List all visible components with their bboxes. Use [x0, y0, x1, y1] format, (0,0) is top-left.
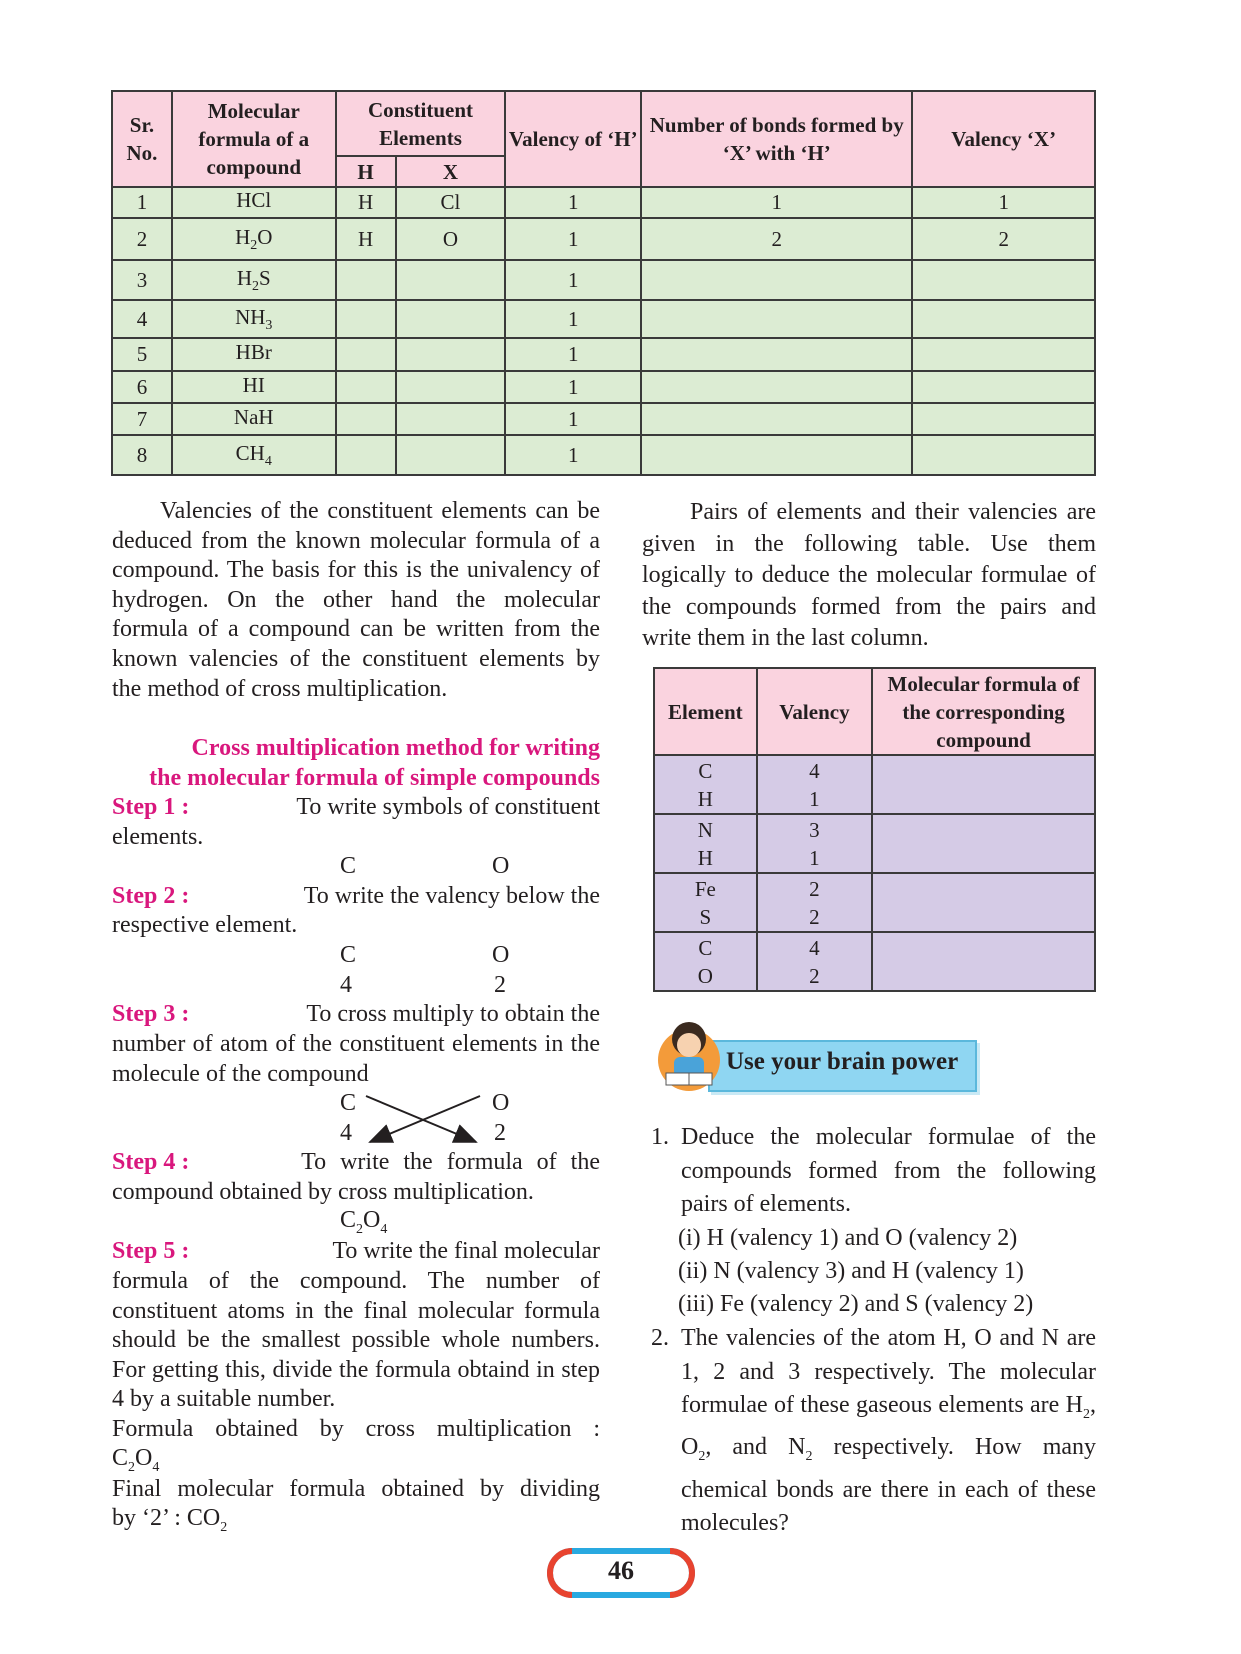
cell-h: [336, 260, 396, 300]
cell-formula: [172, 300, 336, 338]
pairs-valency: [757, 814, 872, 873]
step-1: [112, 793, 600, 823]
formula-c2o4-final: [112, 1445, 159, 1476]
pairs-formula-answer[interactable]: [872, 932, 1095, 991]
q2-text: The valencies of the atom H, O and N are 1, 2 and 3 respectively. The molecular formulae of these gaseous elements are $H_2$, $O_2$, and $N_2$ respectively. How many chemical bonds are there in each of these molecules?: [681, 1325, 1097, 1537]
formula-tail: O: [257, 224, 273, 249]
cell-x: [396, 300, 506, 338]
pairs-element-line: S: [699, 904, 712, 929]
final-line: Final molecular formula obtained by dividing: [112, 1476, 600, 1502]
formula-main: NaH: [233, 404, 274, 429]
step-2-text: To write the valency below the: [303, 883, 600, 909]
cell-h: H: [336, 218, 396, 260]
step-5-label: Step 5 :: [112, 1238, 190, 1264]
step-5: [112, 1237, 600, 1267]
pairs-element-line: H: [697, 845, 713, 870]
pairs-element-line: N: [697, 817, 713, 842]
cell-valency-h: 1: [505, 300, 641, 338]
cell-h: H: [336, 187, 396, 218]
table-row: [112, 260, 1095, 300]
cell-h: [336, 300, 396, 338]
symbol-o: O: [492, 853, 510, 879]
c2o4-c: C: [340, 1207, 357, 1233]
cell-h: [336, 338, 396, 371]
step2-valency-o: 2: [494, 972, 506, 998]
cell-valency-h: 1: [505, 338, 641, 371]
step-1-text: To write symbols of constituent: [296, 794, 600, 820]
pairs-valency-line: 3: [809, 817, 820, 842]
step-5-text: To write the final molecular: [332, 1238, 600, 1264]
cell-bonds: 1: [641, 187, 912, 218]
step2-symbol-c: C: [340, 942, 357, 968]
pairs-element-line: C: [698, 935, 713, 960]
table-row: [112, 218, 1095, 260]
c2o4-final-c: C: [112, 1445, 129, 1471]
co2-sub: 2: [220, 1519, 228, 1535]
formula-subscript: 2: [252, 278, 259, 294]
cell-formula: [172, 260, 336, 300]
pairs-element-line: C: [698, 758, 713, 783]
formula-main: NH: [235, 304, 266, 329]
header-formula: Molecular formula of a compound: [172, 91, 336, 187]
cell-formula: [172, 187, 336, 218]
pairs-valency-line: 2: [809, 963, 820, 988]
cell-x: O: [396, 218, 506, 260]
pairs-table: [653, 667, 1096, 992]
step-3-label: Step 3 :: [112, 1001, 190, 1027]
q1-part-i: (i) H (valency 1) and O (valency 2): [678, 1225, 1018, 1251]
cell-bonds: [641, 371, 912, 403]
pairs-element: [654, 873, 757, 932]
cell-formula: [172, 371, 336, 403]
cell-valency-x: [912, 435, 1095, 475]
cell-sr: 3: [112, 260, 172, 300]
girl-thinking-icon: [650, 1015, 728, 1093]
c2o4-final-sub2: 2: [128, 1459, 136, 1475]
by-2-line: [112, 1504, 227, 1542]
pairs-element-line: H: [697, 786, 713, 811]
pairs-row: [654, 814, 1095, 873]
pairs-row: [654, 873, 1095, 932]
pairs-element-line: O: [697, 963, 713, 988]
step-2: [112, 882, 600, 912]
cell-x: [396, 435, 506, 475]
pairs-valency: [757, 755, 872, 814]
cell-valency-x: [912, 371, 1095, 403]
cell-valency-h: 1: [505, 371, 641, 403]
cell-h: [336, 371, 396, 403]
symbol-c: C: [340, 853, 357, 879]
step3-symbol-c: C: [340, 1090, 357, 1116]
c2o4-final-sub4: 4: [152, 1459, 160, 1475]
cell-x: [396, 338, 506, 371]
cell-sr: 8: [112, 435, 172, 475]
cell-sr: 2: [112, 218, 172, 260]
step-4-text-cont: compound obtained by cross multiplication.: [112, 1179, 534, 1205]
pairs-formula-answer[interactable]: [872, 814, 1095, 873]
formula-main: HCl: [236, 188, 272, 212]
by-2-text: by ‘2’ : CO: [112, 1505, 221, 1531]
pairs-header-formula: Molecular formula of the corresponding compound: [872, 668, 1095, 755]
pairs-element: [654, 932, 757, 991]
valency-table: [111, 90, 1096, 476]
step-5-text-cont: formula of the compound. The number of constituent atoms in the final molecular formula should be the smallest possible whole numbers. For getting this, divide the formula obtaind in step 4 by a suitable number.: [112, 1268, 600, 1413]
formula-main: H: [235, 224, 251, 249]
pairs-valency: [757, 932, 872, 991]
c2o4-sub4: 4: [380, 1221, 388, 1237]
step3-valency-c: 4: [340, 1120, 352, 1146]
formula-line: Formula obtained by cross multiplication :: [112, 1416, 600, 1442]
pairs-header-element: Element: [654, 668, 757, 755]
step-1-label: Step 1 :: [112, 794, 190, 820]
pairs-row: [654, 755, 1095, 814]
q2-text-end: How many chemical bonds are there in each of these molecules?: [681, 1434, 1097, 1537]
intro-paragraph: Valencies of the constituent elements can be deduced from the known molecular formula of a compound. The basis for this is the univalency of hydrogen. On the other hand the molecular formula of a compound can be written from the known valencies of the constituent elements by the method of cross multiplication.: [112, 498, 600, 702]
cell-sr: 4: [112, 300, 172, 338]
cell-sr: 5: [112, 338, 172, 371]
cell-formula: [172, 435, 336, 475]
q2-text-main: The valencies of the atom H, O and N are 1, 2 and 3 respectively. The molecular formulae of these gaseous elements are H: [681, 1325, 1096, 1418]
pairs-header-valency: Valency: [757, 668, 872, 755]
step3-valency-o: 2: [494, 1120, 506, 1146]
cell-h: [336, 403, 396, 435]
cell-bonds: [641, 260, 912, 300]
pairs-valency: [757, 873, 872, 932]
pairs-valency-line: 2: [809, 904, 820, 929]
cross-arrows-icon: [358, 1090, 488, 1148]
step-3-text: To cross multiply to obtain the: [306, 1001, 600, 1027]
header-valency-h: Valency of ‘H’: [505, 91, 641, 187]
cell-x: Cl: [396, 187, 506, 218]
brain-power-title: Use your brain power: [726, 1048, 959, 1075]
formula-main: HBr: [235, 340, 272, 365]
step-2-text-cont: respective element.: [112, 912, 298, 938]
pairs-valency-line: 4: [809, 935, 820, 960]
table-row: [112, 300, 1095, 338]
pairs-formula-answer[interactable]: [872, 755, 1095, 814]
cell-sr: 6: [112, 371, 172, 403]
pairs-valency-line: 4: [809, 758, 820, 783]
table-row: [112, 403, 1095, 435]
cell-x: [396, 260, 506, 300]
table-row: [112, 435, 1095, 475]
cell-valency-x: [912, 338, 1095, 371]
step-4-label: Step 4 :: [112, 1149, 190, 1175]
cell-bonds: 2: [641, 218, 912, 260]
step2-symbol-o: O: [492, 942, 510, 968]
q2-number: 2.: [651, 1325, 669, 1351]
step-4-text: To write the formula of the: [301, 1149, 600, 1175]
pairs-element: [654, 755, 757, 814]
formula-main: HI: [242, 372, 265, 397]
pairs-element: [654, 814, 757, 873]
q1-text: Deduce the molecular formulae of the compounds formed from the following pairs of elements.: [681, 1124, 1096, 1217]
pairs-valency-line: 1: [809, 845, 820, 870]
header-sr-no: Sr. No.: [112, 91, 172, 187]
step2-valency-c: 4: [340, 972, 352, 998]
cell-sr: 7: [112, 403, 172, 435]
cell-x: [396, 403, 506, 435]
q1-part-ii: (ii) N (valency 3) and H (valency 1): [678, 1258, 1024, 1284]
cell-sr: 1: [112, 187, 172, 218]
cell-valency-h: 1: [505, 435, 641, 475]
header-constituent: Constituent Elements: [336, 91, 506, 156]
cell-valency-h: 1: [505, 403, 641, 435]
method-heading-2: the molecular formula of simple compounds: [149, 765, 600, 791]
step-1-text-cont: elements.: [112, 824, 204, 850]
header-x: X: [396, 156, 506, 187]
cell-x: [396, 371, 506, 403]
step-4: [112, 1148, 600, 1178]
step-3-text-cont: number of atom of the constituent elements in the molecule of the compound: [112, 1031, 600, 1087]
formula-subscript: 3: [265, 317, 273, 333]
cell-valency-x: [912, 300, 1095, 338]
page-number: 46: [608, 1556, 634, 1585]
cell-formula: [172, 338, 336, 371]
formula-tail: S: [259, 265, 271, 290]
pairs-formula-answer[interactable]: [872, 873, 1095, 932]
cell-valency-h: 1: [505, 218, 641, 260]
step3-symbol-o: O: [492, 1090, 510, 1116]
table-row: [112, 371, 1095, 403]
c2o4-sub2: 2: [356, 1221, 364, 1237]
pairs-valency-line: 1: [809, 786, 820, 811]
cell-formula: [172, 403, 336, 435]
c2o4-o: O: [363, 1207, 381, 1233]
table-row: [112, 187, 1095, 218]
cell-valency-x: 2: [912, 218, 1095, 260]
cell-bonds: [641, 300, 912, 338]
formula-subscript: 4: [264, 453, 272, 469]
cell-bonds: [641, 435, 912, 475]
header-valency-x: Valency ‘X’: [912, 91, 1095, 187]
header-bonds: Number of bonds formed by ‘X’ with ‘H’: [641, 91, 912, 187]
step-3: [112, 1000, 600, 1030]
pairs-row: [654, 932, 1095, 991]
cell-valency-h: 1: [505, 187, 641, 218]
cell-formula: [172, 218, 336, 260]
formula-subscript: 2: [250, 237, 258, 253]
cell-valency-x: [912, 260, 1095, 300]
cell-valency-x: [912, 403, 1095, 435]
cell-valency-h: 1: [505, 260, 641, 300]
formula-main: CH: [235, 440, 265, 465]
q1-part-iii: (iii) Fe (valency 2) and S (valency 2): [678, 1291, 1034, 1317]
formula-main: H: [236, 265, 252, 290]
cell-valency-x: 1: [912, 187, 1095, 218]
cell-bonds: [641, 403, 912, 435]
step-2-label: Step 2 :: [112, 883, 190, 909]
pairs-intro: Pairs of elements and their valencies are given in the following table. Use them logically to deduce the molecular formulae of the compounds formed from the pairs and write them in the last column.: [642, 499, 1096, 651]
formula-c2o4: [340, 1207, 387, 1238]
pairs-element-line: Fe: [694, 876, 716, 901]
cell-h: [336, 435, 396, 475]
q1-number: 1.: [651, 1124, 669, 1150]
header-h: H: [336, 156, 396, 187]
c2o4-final-o: O: [135, 1445, 153, 1471]
table-row: [112, 338, 1095, 371]
method-heading-1: Cross multiplication method for writing: [191, 735, 600, 761]
cell-bonds: [641, 338, 912, 371]
pairs-valency-line: 2: [809, 876, 820, 901]
